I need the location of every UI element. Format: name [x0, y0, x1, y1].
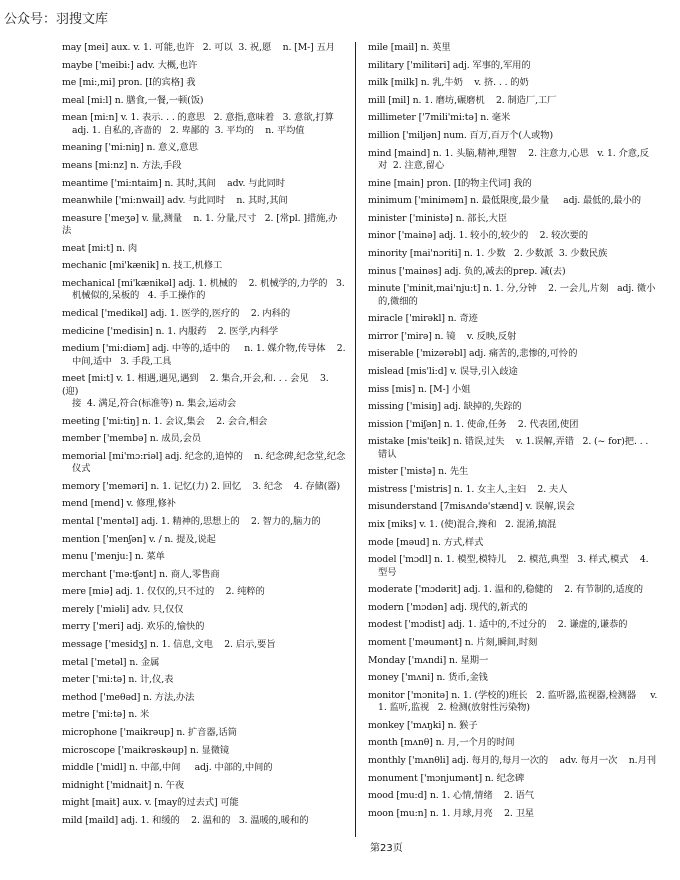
- dictionary-entry: [62, 604, 346, 616]
- entry-text: miracle ['mirəkl] n. 奇迹: [368, 313, 478, 325]
- entry-text: monthly ['mʌnθli] adj. 每月的,每月一次的 adv. 每月一次 n.月刊: [368, 755, 656, 766]
- entry-text: modest ['mɔdist] adj. 1. 适中的,不过分的 2. 谦虚的,谦恭的: [368, 619, 628, 631]
- entry-text: mean [mi:n] v. 1. 表示. . . 的意思 2. 意指,意味着 3. 意欲,打算: [62, 112, 334, 124]
- dictionary-entry: [368, 466, 668, 478]
- dictionary-entry: [62, 674, 346, 686]
- entry-text: mechanical [mi'kænikəl] adj. 1. 机械的 2. 机械学的,力学的 3.: [62, 277, 345, 289]
- entry-text: minimum ['miniməm] n. 最低限度,最少量 adj. 最低的,最小的: [368, 195, 642, 207]
- entry-text: mend [mend] v. 修理,修补: [62, 498, 176, 510]
- entry-text: misunderstand [7misʌndə'stænd] v. 误解,误会: [368, 501, 575, 513]
- dictionary-entry: [62, 498, 346, 510]
- entry-text: microscope ['maikrəskəup] n. 显微镜: [62, 744, 230, 756]
- entry-text: mild [maild] adj. 1. 和缓的 2. 温和的 3. 温暖的,暖和的: [62, 815, 309, 826]
- entry-continuation: 型号: [378, 566, 397, 578]
- dictionary-entry: [62, 586, 346, 598]
- dictionary-entry: [62, 780, 346, 792]
- entry-text: medicine ['medisin] n. 1. 内服药 2. 医学,内科学: [62, 325, 279, 337]
- dictionary-entry: [368, 283, 668, 308]
- entry-continuation: 接 4. 满足,符合(标准等) n. 集会,运动会: [72, 397, 237, 409]
- dictionary-entry: [368, 95, 668, 107]
- entry-text: mile [mail] n. 英里: [368, 42, 451, 53]
- entry-text: microphone ['maikrəup] n. 扩音器,话筒: [62, 727, 237, 739]
- dictionary-entry: [368, 602, 668, 614]
- entry-text: memory ['meməri] n. 1. 记忆(力) 2. 回忆 3. 纪念 4. 存储(器): [62, 480, 340, 492]
- dictionary-entry: [62, 213, 346, 238]
- dictionary-entry: [368, 366, 668, 378]
- dictionary-entry: [62, 60, 346, 72]
- dictionary-entry: [62, 373, 346, 410]
- dictionary-entry: [368, 584, 668, 596]
- entry-text: means [mi:nz] n. 方法,手段: [62, 159, 182, 171]
- column-divider: [355, 42, 356, 837]
- dictionary-entry: [62, 308, 346, 320]
- dictionary-entry: [62, 326, 346, 338]
- dictionary-entry: [62, 433, 346, 445]
- entry-text: minority [mai'nɔriti] n. 1. 少数 2. 少数派 3. 少数民族: [368, 247, 608, 259]
- dictionary-entry: [368, 720, 668, 732]
- entry-text: moon [mu:n] n. 1. 月球,月亮 2. 卫星: [368, 807, 534, 819]
- dictionary-entry: [368, 213, 668, 225]
- dictionary-entry: [62, 451, 346, 476]
- dictionary-entry: [368, 637, 668, 649]
- entry-continuation: 中间,适中 3. 手段,工具: [72, 355, 172, 367]
- entry-text: meaning ['mi:niŋ] n. 意义,意思: [62, 142, 198, 154]
- dictionary-entry: [368, 331, 668, 343]
- dictionary-entry: [62, 534, 346, 546]
- entry-text: mood [mu:d] n. 1. 心情,情绪 2. 语气: [368, 790, 534, 802]
- dictionary-entry: [62, 42, 346, 54]
- entry-text: money ['mʌni] n. 货币,金钱: [368, 672, 488, 684]
- dictionary-entry: [62, 260, 346, 272]
- entry-text: mental ['mentəl] adj. 1. 精神的,思想上的 2. 智力的,脑力的: [62, 515, 321, 527]
- entry-text: mechanic [mi'kænik] n. 技工,机修工: [62, 260, 223, 272]
- dictionary-entry: [62, 95, 346, 107]
- entry-text: miss [mis] n. [M-] 小姐: [368, 383, 471, 395]
- dictionary-entry: [62, 77, 346, 89]
- entry-text: minister ['ministə] n. 部长,大臣: [368, 212, 507, 224]
- dictionary-entry: [368, 436, 668, 461]
- entry-text: method ['meθəd] n. 方法,办法: [62, 691, 195, 703]
- entry-continuation: 的,微细的: [378, 295, 418, 307]
- dictionary-entry: [62, 112, 346, 137]
- entry-text: minor ['mainə] adj. 1. 较小的,较少的 2. 较次要的: [368, 230, 588, 242]
- entry-text: mind [maind] n. 1. 头脑,精神,理智 2. 注意力,心思 v. 1. 介意,反: [368, 147, 649, 159]
- dictionary-entry: [368, 230, 668, 242]
- entry-text: mistress ['mistris] n. 1. 女主人,主妇 2. 夫人: [368, 483, 568, 495]
- dictionary-entry: [368, 484, 668, 496]
- dictionary-entry: [368, 501, 668, 513]
- dictionary-entry: [368, 519, 668, 531]
- dictionary-entry: [62, 639, 346, 651]
- dictionary-entry: [62, 160, 346, 172]
- entry-continuation: 仪式: [72, 463, 91, 475]
- dictionary-entry: [62, 195, 346, 207]
- dictionary-entry: [62, 416, 346, 428]
- entry-text: meet [mi:t] v. 1. 相遇,遇见,遇到 2. 集合,开会,和. . . 会见 3. (迎): [62, 373, 332, 397]
- dictionary-entry: [368, 348, 668, 360]
- entry-text: mirror ['mirə] n. 镜 v. 反映,反射: [368, 330, 517, 342]
- entry-text: mode [məud] n. 方式,样式: [368, 536, 484, 548]
- dictionary-entry: [62, 243, 346, 255]
- entry-text: minus ['mainəs] adj. 负的,减去的prep. 减(去): [368, 265, 566, 277]
- entry-text: meantime ['mi:ntaim] n. 其时,其间 adv. 与此同时: [62, 177, 285, 189]
- dictionary-entry: [368, 790, 668, 802]
- entry-text: meeting ['mi:tiŋ] n. 1. 会议,集会 2. 会合,相会: [62, 415, 268, 427]
- entry-continuation: adj. 1. 自私的,吝啬的 2. 卑鄙的 3. 平均的 n. 平均值: [72, 124, 305, 136]
- entry-text: mine [main] pron. [I的物主代词] 我的: [368, 177, 532, 189]
- dictionary-entry: [368, 737, 668, 749]
- entry-text: mislead [mis'li:d] v. 误导,引入歧途: [368, 365, 518, 377]
- dictionary-entry: [368, 808, 668, 820]
- entry-text: mister ['mistə] n. 先生: [368, 466, 469, 478]
- dictionary-entry: [368, 384, 668, 396]
- entry-text: mill [mil] n. 1. 磨坊,碾磨机 2. 制造厂,工厂: [368, 94, 557, 106]
- left-column: [62, 42, 346, 827]
- entry-text: menu ['menju:] n. 菜单: [62, 551, 165, 563]
- dictionary-entry: [368, 42, 668, 54]
- entry-text: monitor ['mɔnitə] n. 1. (学校的)班长 2. 监听器,监视器,检测器 v.: [368, 689, 658, 701]
- entry-text: moment ['məumənt] n. 片刻,瞬间,时刻: [368, 637, 538, 649]
- dictionary-entry: [368, 537, 668, 549]
- entry-text: medical ['medikəl] adj. 1. 医学的,医疗的 2. 内科的: [62, 307, 291, 319]
- entry-text: medium ['mi:diəm] adj. 中等的,适中的 n. 1. 媒介物,传导体 2.: [62, 343, 346, 355]
- entry-text: merry ['meri] adj. 欢乐的,愉快的: [62, 621, 205, 633]
- entry-text: meanwhile ['mi:nwail] adv. 与此同时 n. 其时,其间: [62, 195, 288, 207]
- page-number: 第23页: [370, 843, 403, 854]
- dictionary-entry: [368, 248, 668, 260]
- entry-continuation: 机械似的,呆板的 4. 手工操作的: [72, 290, 206, 302]
- entry-text: model ['mɔdl] n. 1. 模型,模特儿 2. 模范,典型 3. 样式,模式 4.: [368, 554, 649, 566]
- entry-continuation: 1. 监听,监视 2. 检测(放射性污染物): [378, 702, 530, 714]
- dictionary-entry: [62, 815, 346, 827]
- entry-text: mix [miks] v. 1. (使)混合,搀和 2. 混淆,搞混: [368, 519, 557, 531]
- dictionary-entry: [62, 727, 346, 739]
- dictionary-entry: [62, 657, 346, 669]
- dictionary-entry: [368, 266, 668, 278]
- entry-text: moderate ['mɔdərit] adj. 1. 温和的,稳健的 2. 有节制的,适度的: [368, 584, 643, 596]
- entry-text: modern ['mɔdən] adj. 现代的,新式的: [368, 601, 528, 613]
- entry-text: missing ['misiŋ] adj. 缺掉的,失踪的: [368, 401, 522, 413]
- dictionary-entry: [368, 672, 668, 684]
- dictionary-entry: [368, 655, 668, 667]
- entry-text: may [mei] aux. v. 1. 可能,也许 2. 可以 3. 祝,愿 n. [M-] 五月: [62, 42, 335, 53]
- entry-text: memorial [mi'mɔ:riəl] adj. 纪念的,追悼的 n. 纪念碑,纪念堂,纪念: [62, 450, 346, 462]
- dictionary-entry: [368, 148, 668, 173]
- entry-text: me [mi:,mi] pron. [I的宾格] 我: [62, 77, 196, 89]
- entry-text: millimeter ['7mili'mi:tə] n. 毫米: [368, 112, 511, 124]
- dictionary-entry: [368, 130, 668, 142]
- entry-text: Monday ['mʌndi] n. 星期一: [368, 654, 489, 666]
- entry-text: mistake [mis'teik] n. 错误,过失 v. 1.误解,弄错 2. (~ for)把. . .: [368, 436, 649, 448]
- dictionary-entry: [368, 178, 668, 190]
- entry-text: mission ['miʃən] n. 1. 使命,任务 2. 代表团,使团: [368, 418, 579, 430]
- dictionary-entry: [62, 343, 346, 368]
- dictionary-entry: [62, 516, 346, 528]
- entry-text: metre ['mi:tə] n. 米: [62, 709, 150, 721]
- dictionary-entry: [62, 569, 346, 581]
- entry-text: merely ['miəli] adv. 只,仅仅: [62, 603, 184, 615]
- dictionary-entry: [62, 762, 346, 774]
- dictionary-entry: [368, 401, 668, 413]
- entry-text: miserable ['mizərəbl] adj. 痛苦的,悲惨的,可怜的: [368, 348, 578, 360]
- dictionary-entry: [62, 709, 346, 721]
- dictionary-entry: [368, 112, 668, 124]
- dictionary-entry: [62, 278, 346, 303]
- dictionary-entry: [62, 797, 346, 809]
- dictionary-entry: [368, 773, 668, 785]
- entry-text: middle ['midl] n. 中部,中间 adj. 中部的,中间的: [62, 762, 273, 774]
- dictionary-entry: [368, 619, 668, 631]
- dictionary-entry: [368, 554, 668, 579]
- entry-text: maybe ['meibi:] adv. 大概,也许: [62, 59, 198, 71]
- publisher-header: 公众号：羽搜文库: [4, 12, 109, 27]
- entry-text: mention ['menʃən] v. / n. 提及,说起: [62, 533, 216, 545]
- right-column: [368, 42, 668, 820]
- dictionary-entry: [62, 621, 346, 633]
- entry-text: member ['membə] n. 成员,会员: [62, 433, 201, 445]
- entry-text: meat [mi:t] n. 肉: [62, 242, 138, 254]
- entry-text: midnight ['midnait] n. 午夜: [62, 779, 185, 791]
- entry-text: monument ['mɔnjumənt] n. 纪念碑: [368, 772, 525, 784]
- entry-text: metal ['metəl] n. 金属: [62, 656, 160, 668]
- dictionary-entry: [368, 77, 668, 89]
- dictionary-entry: [62, 745, 346, 757]
- dictionary-entry: [62, 178, 346, 190]
- entry-text: minute ['minit,mai'nju:t] n. 1. 分,分钟 2. 一会儿,片刻 adj. 微小: [368, 283, 656, 295]
- entry-continuation: 对 2. 注意,留心: [378, 159, 445, 171]
- dictionary-entry: [62, 481, 346, 493]
- dictionary-entry: [368, 60, 668, 72]
- dictionary-entry: [368, 690, 668, 715]
- entry-text: monkey ['mʌŋki] n. 猴子: [368, 719, 478, 731]
- dictionary-entry: [368, 195, 668, 207]
- entry-text: million ['miljən] num. 百万,百万个(人或物): [368, 129, 554, 141]
- entry-text: military ['militəri] adj. 军事的,军用的: [368, 59, 531, 71]
- dictionary-entry: [368, 313, 668, 325]
- entry-text: mere [miə] adj. 1. 仅仅的,只不过的 2. 纯粹的: [62, 586, 265, 598]
- entry-text: milk [milk] n. 乳,牛奶 v. 挤. . . 的奶: [368, 77, 529, 89]
- entry-text: month [mʌnθ] n. 月,一个月的时间: [368, 737, 515, 749]
- dictionary-entry: [368, 419, 668, 431]
- dictionary-entry: [62, 692, 346, 704]
- entry-text: merchant ['mə:ʧənt] n. 商人,零售商: [62, 568, 220, 580]
- dictionary-entry: [62, 142, 346, 154]
- entry-text: measure ['meʒə] v. 量,测量 n. 1. 分量,尺寸 2. [常pl. ]措施,办法: [62, 212, 338, 237]
- entry-text: meter ['mi:tə] n. 计,仪,表: [62, 674, 174, 686]
- entry-continuation: 错认: [378, 448, 397, 460]
- entry-text: might [mait] aux. v. [may的过去式] 可能: [62, 797, 239, 809]
- entry-text: message ['mesidʒ] n. 1. 信息,文电 2. 启示,要旨: [62, 639, 276, 651]
- dictionary-entry: [368, 755, 668, 767]
- entry-text: meal [mi:l] n. 膳食,一餐,一顿(饭): [62, 94, 204, 106]
- dictionary-entry: [62, 551, 346, 563]
